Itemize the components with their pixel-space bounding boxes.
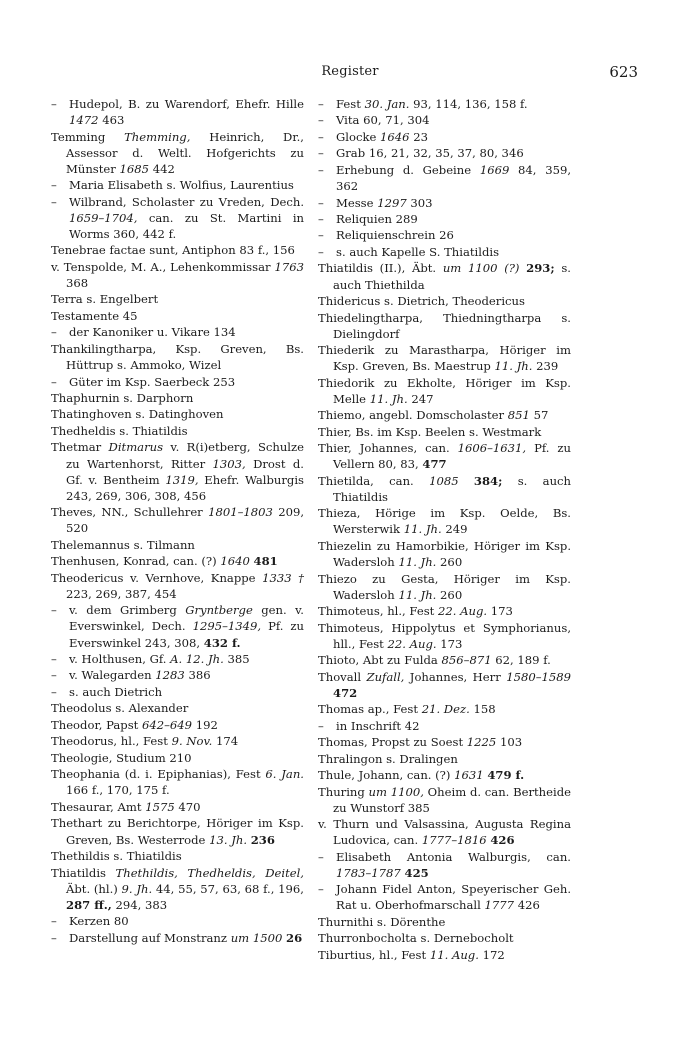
entry-text: v. Tenspolde, M. A., Lehenkommissar 1763 368: [51, 259, 304, 290]
entry-text: v. dem Grimberg Gryntberge gen. v. Everswinkel, Dech. 1295–1349, Pf. zu Everswinkel 243, 308, 432 f.: [69, 603, 305, 650]
entry-text: s. auch Dietrich: [69, 684, 163, 699]
index-entry: [318, 652, 571, 668]
entry-text: Thuring um 1100, Oheim d. can. Bertheide zu Wunstorf 385: [318, 784, 571, 815]
index-entry: [318, 603, 571, 619]
subentry-dash: –: [318, 228, 324, 243]
subentry-dash: –: [318, 129, 324, 144]
entry-text: Thomas, Propst zu Soest 1225 103: [318, 735, 523, 750]
subentry-dash: –: [318, 162, 324, 177]
subentry-dash: –: [51, 178, 57, 193]
index-entry: [51, 717, 304, 733]
index-entry: [51, 865, 304, 913]
entry-text: Thier, Johannes, can. 1606–1631, Pf. zu Vellern 80, 83, 477: [318, 441, 571, 472]
index-entry: [51, 341, 304, 373]
index-entry: [318, 767, 571, 783]
entry-text: Wilbrand, Scholaster zu Vreden, Dech. 1659–1704, can. zu St. Martini in Worms 360, 442 f.: [69, 194, 304, 241]
page-number: 623: [609, 63, 638, 81]
index-entry: [51, 406, 304, 422]
entry-text: Thurnithi s. Dörenthe: [318, 914, 446, 929]
subentry-dash: –: [318, 244, 324, 259]
entry-text: Thomas ap., Fest 21. Dez. 158: [318, 702, 496, 717]
index-subentry: [318, 162, 571, 194]
entry-text: Thiedorik zu Ekholte, Höriger im Ksp. Melle 11. Jh. 247: [318, 375, 571, 406]
index-entry: [51, 570, 304, 602]
entry-text: Thedheldis s. Thiatildis: [51, 423, 188, 438]
index-subentry: [318, 211, 571, 227]
running-head: [0, 64, 700, 84]
entry-text: Thovall Zufall, Johannes, Herr 1580–1589 472: [318, 669, 571, 700]
entry-text: Vita 60, 71, 304: [336, 113, 430, 128]
index-entry: [318, 505, 571, 537]
index-entry: [51, 815, 304, 847]
entry-text: Testamente 45: [51, 308, 138, 323]
index-subentry: [318, 849, 571, 881]
index-entry: [318, 473, 571, 505]
entry-text: Elisabeth Antonia Walburgis, can. 1783–1787 425: [336, 849, 571, 880]
index-entry: [318, 669, 571, 701]
index-entry: [318, 751, 571, 767]
subentry-dash: –: [51, 194, 57, 209]
index-subentry: [51, 194, 304, 242]
index-subentry: [51, 667, 304, 683]
subentry-dash: –: [51, 325, 57, 340]
index-subentry: [318, 718, 571, 734]
subentry-dash: –: [318, 195, 324, 210]
index-entry: [318, 310, 571, 342]
entry-text: Reliquien 289: [336, 212, 418, 226]
index-subentry: [51, 684, 304, 700]
entry-text: Thesaurar, Amt 1575 470: [51, 799, 201, 814]
index-entry: [318, 424, 571, 440]
index-entry: [318, 784, 571, 816]
subentry-dash: –: [51, 374, 57, 389]
entry-text: Thaphurnin s. Darphorn: [51, 390, 194, 405]
entry-text: Darstellung auf Monstranz um 1500 26: [69, 930, 303, 945]
index-subentry: [51, 651, 304, 667]
index-subentry: [51, 324, 304, 340]
index-entry: [318, 260, 571, 292]
entry-text: Theodericus v. Vernhove, Knappe 1333 † 223, 269, 387, 454: [51, 570, 304, 601]
entry-text: Messe 1297 303: [336, 195, 433, 210]
entry-text: v. Walegarden 1283 386: [69, 668, 211, 683]
entry-text: in Inschrift 42: [336, 718, 420, 733]
index-subentry: [51, 930, 304, 946]
index-entry: [51, 291, 304, 307]
index-entry: [51, 537, 304, 553]
entry-text: Terra s. Engelbert: [51, 292, 159, 307]
entry-text: Theodorus, hl., Fest 9. Nov. 174: [51, 734, 239, 749]
index-subentry: [318, 129, 571, 145]
index-entry: [318, 440, 571, 472]
index-subentry: [318, 227, 571, 243]
index-entry: [51, 259, 304, 291]
index-entry: [318, 947, 571, 963]
entry-text: Theves, NN., Schullehrer 1801–1803 209, 520: [51, 505, 305, 536]
index-entry: [51, 390, 304, 406]
index-entry: [318, 701, 571, 717]
subentry-dash: –: [318, 113, 324, 128]
index-entry: [318, 914, 571, 930]
entry-text: Thidericus s. Dietrich, Theodericus: [318, 294, 525, 309]
index-subentry: [51, 913, 304, 929]
entry-text: Thenhusen, Konrad, can. (?) 1640 481: [51, 554, 278, 569]
entry-text: Thier, Bs. im Ksp. Beelen s. Westmark: [318, 424, 542, 439]
entry-text: Thiezelin zu Hamorbikie, Höriger im Ksp. Wadersloh 11. Jh. 260: [318, 538, 571, 570]
entry-text: Thule, Johann, can. (?) 1631 479 f.: [318, 768, 525, 783]
subentry-dash: –: [51, 684, 57, 699]
subentry-dash: –: [51, 97, 57, 111]
subentry-dash: –: [51, 914, 57, 929]
entry-text: Thimoteus, hl., Fest 22. Aug. 173: [318, 604, 513, 619]
entry-text: der Kanoniker u. Vikare 134: [69, 325, 236, 340]
entry-text: Thankilingtharpa, Ksp. Greven, Bs. Hüttrup s. Ammoko, Wizel: [51, 341, 304, 373]
subentry-dash: –: [51, 930, 57, 945]
index-subentry: [51, 96, 304, 128]
index-subentry: [318, 881, 571, 913]
entry-text: Kerzen 80: [69, 914, 129, 929]
entry-text: Thralingon s. Dralingen: [318, 751, 458, 766]
index-subentry: [318, 145, 571, 161]
index-subentry: [318, 112, 571, 128]
entry-text: Temming Themming, Heinrich, Dr., Assessor d. Weltl. Hofgerichts zu Münster 1685 442: [51, 129, 304, 176]
entry-text: Güter im Ksp. Saerbeck 253: [69, 374, 236, 389]
index-entry: [51, 766, 304, 798]
entry-text: Thiatildis Thethildis, Thedheldis, Deitel, Äbt. (hl.) 9. Jh. 44, 55, 57, 63, 68 f., 196, 287 ff., 294, 383: [51, 865, 304, 912]
entry-text: Thatinghoven s. Datinghoven: [51, 407, 224, 422]
index-entry: [51, 504, 304, 536]
index-entry: [51, 242, 304, 258]
index-entry: [51, 799, 304, 815]
entry-text: Thioto, Abt zu Fulda 856–871 62, 189 f.: [318, 653, 551, 668]
entry-text: Theophania (d. i. Epiphanias), Fest 6. Jan. 166 f., 170, 175 f.: [51, 767, 304, 798]
subentry-dash: –: [318, 849, 324, 864]
entry-text: Tenebrae factae sunt, Antiphon 83 f., 156: [51, 243, 295, 258]
index-entry: [318, 538, 571, 570]
entry-text: Theologie, Studium 210: [51, 750, 192, 765]
subentry-dash: –: [318, 882, 324, 897]
entry-text: Thiederik zu Marastharpa, Höriger im Ksp. Greven, Bs. Maestrup 11. Jh. 239: [318, 343, 571, 374]
index-entry: [51, 129, 304, 177]
entry-text: Thiedelingtharpa, Thiedningtharpa s. Dielingdorf: [318, 310, 571, 341]
entry-text: Thiezo zu Gesta, Höriger im Ksp. Wadersloh 11. Jh. 260: [318, 571, 571, 602]
subentry-dash: –: [51, 668, 57, 683]
entry-text: Hudepol, B. zu Warendorf, Ehefr. Hille 1472 463: [69, 97, 304, 128]
entry-text: v. Holthusen, Gf. A. 12. Jh. 385: [69, 652, 250, 666]
index-entry: [51, 700, 304, 716]
index-entry: [51, 308, 304, 324]
page-title: Register: [321, 64, 379, 79]
index-subentry: [51, 374, 304, 390]
index-entry: [318, 342, 571, 374]
entry-text: Erhebung d. Gebeine 1669 84, 359, 362: [336, 162, 572, 194]
index-entry: [318, 571, 571, 603]
entry-text: Johann Fidel Anton, Speyerischer Geh. Rat u. Oberhofmarschall 1777 426: [336, 882, 571, 913]
entry-text: Thethildis s. Thiatildis: [51, 849, 182, 864]
index-subentry: [318, 96, 571, 112]
index-entry: [318, 620, 571, 652]
index-entry: [318, 816, 571, 848]
entry-text: Thimoteus, Hippolytus et Symphorianus, hll., Fest 22. Aug. 173: [318, 620, 571, 651]
entry-text: Grab 16, 21, 32, 35, 37, 80, 346: [336, 146, 524, 161]
entry-text: Thiatildis (II.), Äbt. um 1100 (?) 293; s. auch Thiethilda: [318, 261, 571, 292]
entry-text: Fest 30. Jan. 93, 114, 136, 158 f.: [336, 97, 528, 111]
index-entry: [51, 439, 304, 503]
entry-text: Thethart zu Berichtorpe, Höriger im Ksp. Greven, Bs. Westerrode 13. Jh. 236: [51, 816, 304, 847]
index-subentry: [318, 195, 571, 211]
index-entry: [51, 848, 304, 864]
index-entry: [318, 407, 571, 423]
index-entry: [318, 734, 571, 750]
index-entry: [51, 553, 304, 569]
index-entry: [51, 733, 304, 749]
index-entry: [51, 423, 304, 439]
entry-text: Thetmar Ditmarus v. R(i)etberg, Schulze zu Wartenhorst, Ritter 1303, Drost d. Gf. v. Bentheim 1319, Ehefr. Walburgis 243, 269, 306, 308, 456: [51, 440, 305, 503]
subentry-dash: –: [318, 97, 324, 111]
subentry-dash: –: [51, 603, 57, 618]
index-subentry: [51, 602, 304, 650]
index-column-left: [51, 96, 304, 946]
entry-text: Thurronbocholta s. Dernebocholt: [318, 931, 514, 946]
entry-text: Maria Elisabeth s. Wolfius, Laurentius: [69, 178, 294, 193]
index-subentry: [51, 177, 304, 193]
entry-text: Theodolus s. Alexander: [51, 701, 189, 716]
index-entry: [318, 375, 571, 407]
entry-text: Thelemannus s. Tilmann: [51, 537, 195, 552]
subentry-dash: –: [318, 212, 324, 226]
entry-text: Glocke 1646 23: [336, 129, 428, 144]
index-column-right: [318, 96, 571, 963]
index-entry: [318, 930, 571, 946]
subentry-dash: –: [51, 652, 57, 666]
index-subentry: [318, 244, 571, 260]
subentry-dash: –: [318, 146, 324, 161]
entry-text: s. auch Kapelle S. Thiatildis: [336, 244, 500, 259]
entry-text: Tiburtius, hl., Fest 11. Aug. 172: [318, 947, 505, 962]
entry-text: Thiemo, angebl. Domscholaster 851 57: [318, 408, 549, 423]
index-entry: [51, 750, 304, 766]
subentry-dash: –: [318, 718, 324, 733]
entry-text: Thietilda, can. 1085 384; s. auch Thiatildis: [318, 473, 571, 504]
entry-text: v. Thurn und Valsassina, Augusta Regina Ludovica, can. 1777–1816 426: [318, 817, 571, 848]
entry-text: Reliquienschrein 26: [336, 228, 454, 243]
entry-text: Theodor, Papst 642–649 192: [51, 717, 218, 732]
index-entry: [318, 293, 571, 309]
entry-text: Thieza, Hörige im Ksp. Oelde, Bs. Wersterwik 11. Jh. 249: [318, 506, 571, 537]
